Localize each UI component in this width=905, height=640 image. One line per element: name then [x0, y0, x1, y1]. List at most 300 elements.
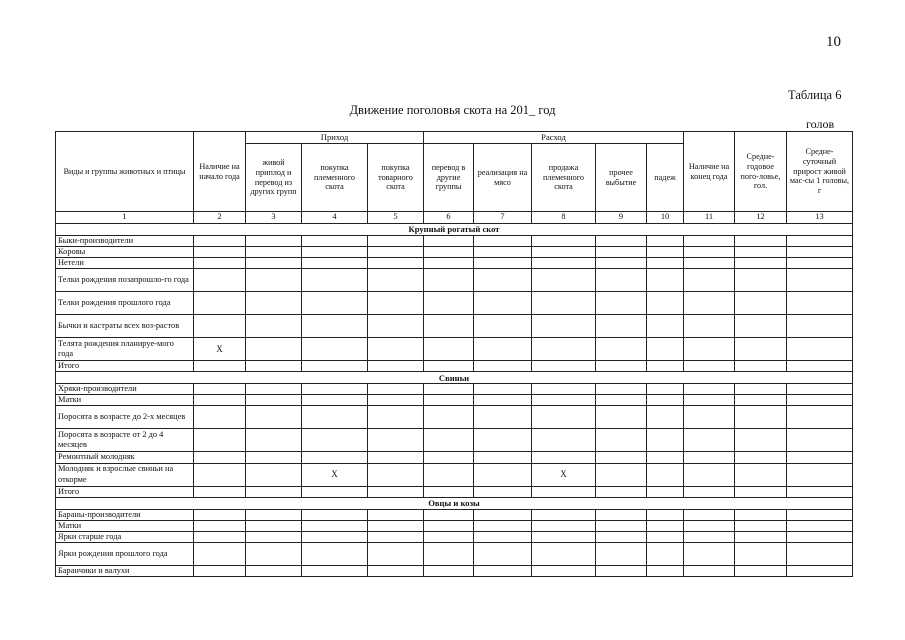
- table-cell: [532, 258, 596, 269]
- table-cell: [532, 429, 596, 452]
- table-cell: [787, 542, 853, 565]
- table-cell: [474, 531, 532, 542]
- table-cell: [647, 452, 684, 463]
- table-row: [56, 452, 853, 463]
- table-row: [56, 406, 853, 429]
- header-expense-meat-sale: реализация на мясо: [474, 144, 532, 212]
- table-cell: [424, 269, 474, 292]
- table-cell: [532, 384, 596, 395]
- column-number: 8: [532, 212, 596, 224]
- header-income-breeding-purchase: покупка племенного скота: [302, 144, 368, 212]
- table-cell: [532, 520, 596, 531]
- table-cell: [684, 520, 735, 531]
- table-cell: [596, 565, 647, 576]
- table-cell: [424, 429, 474, 452]
- table-cell: [787, 565, 853, 576]
- table-cell: [532, 247, 596, 258]
- table-row: [56, 463, 853, 486]
- table-cell: [735, 463, 787, 486]
- row-label: Телки рождения прошлого года: [56, 292, 194, 315]
- table-cell: [246, 565, 302, 576]
- column-number: 12: [735, 212, 787, 224]
- table-cell: [787, 509, 853, 520]
- row-label: Итого: [56, 361, 194, 372]
- table-cell: [787, 269, 853, 292]
- table-cell: [302, 236, 368, 247]
- table-cell: [474, 463, 532, 486]
- table-cell: [474, 292, 532, 315]
- table-cell: [532, 338, 596, 361]
- header-expense-deaths: падеж: [647, 144, 684, 212]
- table-cell: [302, 247, 368, 258]
- table-cell: [684, 406, 735, 429]
- table-cell: [735, 395, 787, 406]
- table-cell: [684, 384, 735, 395]
- row-label: Поросята в возрасте от 2 до 4 месяцев: [56, 429, 194, 452]
- table-cell: [194, 509, 246, 520]
- table-cell: [735, 258, 787, 269]
- table-cell: [302, 269, 368, 292]
- table-cell: [474, 542, 532, 565]
- table-cell: [596, 236, 647, 247]
- table-cell: [647, 292, 684, 315]
- table-cell: [596, 384, 647, 395]
- table-cell: [596, 292, 647, 315]
- table-cell: [787, 236, 853, 247]
- table-cell: [684, 338, 735, 361]
- row-label: Телята рождения планируе-мого года: [56, 338, 194, 361]
- table-cell: [368, 361, 424, 372]
- table-cell: [684, 542, 735, 565]
- table-row: [56, 429, 853, 452]
- table-cell: [787, 452, 853, 463]
- table-cell: [194, 520, 246, 531]
- table-cell: [647, 429, 684, 452]
- table-cell: [735, 542, 787, 565]
- table-cell: [474, 406, 532, 429]
- header-expense-breeding-sale: продажа племенного скота: [532, 144, 596, 212]
- table-cell: [246, 384, 302, 395]
- section-header-row: [56, 372, 853, 384]
- table-cell: [194, 406, 246, 429]
- header-expense-group: Расход: [424, 132, 684, 144]
- column-number: 9: [596, 212, 647, 224]
- table-cell: [424, 338, 474, 361]
- table-cell: [302, 258, 368, 269]
- table-body: [56, 212, 853, 577]
- header-income-offspring: живой приплод и перевод из других групп: [246, 144, 302, 212]
- table-cell: [368, 258, 424, 269]
- table-cell: [787, 258, 853, 269]
- table-cell: [684, 361, 735, 372]
- table-cell: [302, 406, 368, 429]
- table-row: [56, 236, 853, 247]
- row-label: Ремонтный молодняк: [56, 452, 194, 463]
- table-cell: [735, 406, 787, 429]
- table-cell: [532, 542, 596, 565]
- row-label: Нетели: [56, 258, 194, 269]
- table-cell: [596, 520, 647, 531]
- row-label: Коровы: [56, 247, 194, 258]
- column-number: 6: [424, 212, 474, 224]
- header-end-count: Наличие на конец года: [684, 132, 735, 212]
- table-cell: [684, 236, 735, 247]
- table-cell: [302, 486, 368, 497]
- table-cell: [735, 486, 787, 497]
- row-label: Телки рождения позапрошло-го года: [56, 269, 194, 292]
- table-cell: [424, 509, 474, 520]
- table-cell: [368, 292, 424, 315]
- table-cell: [194, 384, 246, 395]
- table-cell: [787, 338, 853, 361]
- table-cell: [647, 236, 684, 247]
- table-cell: [194, 247, 246, 258]
- column-number: 2: [194, 212, 246, 224]
- column-number: 1: [56, 212, 194, 224]
- table-cell: [596, 486, 647, 497]
- table-cell: [194, 236, 246, 247]
- table-cell: [424, 247, 474, 258]
- section-title: Свиньи: [56, 372, 853, 384]
- column-number: 4: [302, 212, 368, 224]
- table-cell: [684, 269, 735, 292]
- unit-label: голов: [806, 117, 835, 131]
- table-cell: [368, 565, 424, 576]
- header-expense-transfer: перевод в другие группы: [424, 144, 474, 212]
- table-cell: [424, 361, 474, 372]
- table-cell: [194, 531, 246, 542]
- table-cell: [302, 565, 368, 576]
- table-cell: [532, 452, 596, 463]
- column-number: 5: [368, 212, 424, 224]
- table-cell: [368, 236, 424, 247]
- table-cell: [787, 429, 853, 452]
- x-mark: Х: [302, 463, 368, 486]
- table-cell: [647, 315, 684, 338]
- table-cell: [368, 429, 424, 452]
- table-cell: [532, 531, 596, 542]
- row-label: Бараны-производители: [56, 509, 194, 520]
- table-cell: [194, 486, 246, 497]
- table-cell: [735, 269, 787, 292]
- table-label: Таблица 6: [788, 88, 842, 102]
- table-cell: [532, 395, 596, 406]
- table-row: [56, 258, 853, 269]
- table-cell: [424, 565, 474, 576]
- table-row: [56, 486, 853, 497]
- table-cell: [647, 509, 684, 520]
- column-number: 10: [647, 212, 684, 224]
- table-cell: [474, 258, 532, 269]
- table-cell: [302, 384, 368, 395]
- table-cell: [532, 236, 596, 247]
- table-cell: [474, 429, 532, 452]
- table-cell: [424, 258, 474, 269]
- table-cell: [246, 269, 302, 292]
- table-cell: [424, 452, 474, 463]
- table-cell: [246, 463, 302, 486]
- table-cell: [424, 406, 474, 429]
- table-row: [56, 247, 853, 258]
- table-cell: [368, 463, 424, 486]
- table-cell: [424, 315, 474, 338]
- table-cell: [596, 463, 647, 486]
- table-cell: [787, 361, 853, 372]
- table-cell: [735, 509, 787, 520]
- table-cell: [735, 361, 787, 372]
- table-cell: [735, 452, 787, 463]
- table-cell: [302, 292, 368, 315]
- table-cell: [684, 463, 735, 486]
- table-cell: [596, 406, 647, 429]
- table-cell: [302, 452, 368, 463]
- table-cell: [368, 315, 424, 338]
- table-cell: [368, 395, 424, 406]
- table-row: [56, 565, 853, 576]
- table-cell: [424, 292, 474, 315]
- table-cell: [532, 486, 596, 497]
- table-cell: [194, 361, 246, 372]
- table-cell: [684, 315, 735, 338]
- table-cell: [596, 531, 647, 542]
- table-cell: [424, 531, 474, 542]
- table-cell: [735, 384, 787, 395]
- header-income-commercial-purchase: покупка товарного скота: [368, 144, 424, 212]
- table-cell: [246, 338, 302, 361]
- header-expense-other: прочее выбытие: [596, 144, 647, 212]
- table-cell: [474, 565, 532, 576]
- table-cell: [684, 509, 735, 520]
- table-cell: [596, 315, 647, 338]
- table-cell: [302, 520, 368, 531]
- table-cell: [302, 531, 368, 542]
- table-cell: [474, 269, 532, 292]
- table-cell: [246, 258, 302, 269]
- table-row: [56, 520, 853, 531]
- table-cell: [368, 531, 424, 542]
- table-cell: [474, 452, 532, 463]
- table-cell: [787, 531, 853, 542]
- table-cell: [684, 452, 735, 463]
- row-label: Ярки рождения прошлого года: [56, 542, 194, 565]
- table-cell: [194, 565, 246, 576]
- row-label: Матки: [56, 520, 194, 531]
- row-label: Итого: [56, 486, 194, 497]
- table-cell: [474, 520, 532, 531]
- table-cell: [424, 463, 474, 486]
- x-mark: Х: [532, 463, 596, 486]
- table-cell: [368, 486, 424, 497]
- table-cell: [474, 247, 532, 258]
- table-cell: [532, 292, 596, 315]
- table-cell: [368, 269, 424, 292]
- table-cell: [787, 463, 853, 486]
- table-cell: [647, 486, 684, 497]
- table-cell: [647, 361, 684, 372]
- page-number: 10: [826, 34, 841, 50]
- section-header-row: [56, 497, 853, 509]
- table-cell: [735, 429, 787, 452]
- table-cell: [368, 542, 424, 565]
- table-cell: [246, 247, 302, 258]
- section-title: Крупный рогатый скот: [56, 224, 853, 236]
- table-cell: [532, 269, 596, 292]
- column-number: 3: [246, 212, 302, 224]
- header-start-count: Наличие на начало года: [194, 132, 246, 212]
- table-cell: [735, 520, 787, 531]
- table-cell: [647, 520, 684, 531]
- table-cell: [684, 292, 735, 315]
- table-cell: [424, 542, 474, 565]
- row-label: Бычки и кастраты всех воз-растов: [56, 315, 194, 338]
- table-cell: [787, 315, 853, 338]
- header-daily-gain: Средне-суточный прирост живой мас-сы 1 головы, г: [787, 132, 853, 212]
- table-row: [56, 531, 853, 542]
- row-label: Ярки старше года: [56, 531, 194, 542]
- table-cell: [424, 384, 474, 395]
- table-cell: [787, 292, 853, 315]
- table-cell: [532, 361, 596, 372]
- table-cell: [302, 338, 368, 361]
- row-label: Быки-производители: [56, 236, 194, 247]
- table-cell: [474, 509, 532, 520]
- table-cell: [735, 338, 787, 361]
- table-header: [56, 132, 853, 212]
- table-cell: [246, 531, 302, 542]
- row-label: Матки: [56, 395, 194, 406]
- table-cell: [368, 384, 424, 395]
- table-cell: [302, 429, 368, 452]
- section-title: Овцы и козы: [56, 497, 853, 509]
- table-cell: [474, 338, 532, 361]
- table-cell: [302, 361, 368, 372]
- table-cell: [647, 542, 684, 565]
- table-cell: [246, 520, 302, 531]
- table-cell: [684, 247, 735, 258]
- row-label: Хряки-производители: [56, 384, 194, 395]
- table-cell: [787, 406, 853, 429]
- table-cell: [194, 292, 246, 315]
- table-row: [56, 384, 853, 395]
- table-row: [56, 509, 853, 520]
- column-number: 7: [474, 212, 532, 224]
- table-cell: [647, 463, 684, 486]
- table-title: Движение поголовья скота на 201_ год: [349, 103, 556, 117]
- table-row: [56, 315, 853, 338]
- column-number: 13: [787, 212, 853, 224]
- table-cell: [532, 315, 596, 338]
- table-cell: [474, 384, 532, 395]
- table-cell: [246, 395, 302, 406]
- table-cell: [787, 247, 853, 258]
- x-mark: Х: [194, 338, 246, 361]
- table-cell: [596, 361, 647, 372]
- table-cell: [647, 565, 684, 576]
- table-cell: [735, 315, 787, 338]
- table-cell: [787, 384, 853, 395]
- row-label: Молодняк и взрослые свиньи на откорме: [56, 463, 194, 486]
- table-cell: [532, 406, 596, 429]
- table-cell: [194, 429, 246, 452]
- table-cell: [684, 395, 735, 406]
- table-cell: [532, 565, 596, 576]
- table-cell: [194, 452, 246, 463]
- table-cell: [684, 258, 735, 269]
- table-cell: [596, 452, 647, 463]
- table-cell: [735, 531, 787, 542]
- table-cell: [246, 486, 302, 497]
- table-row: [56, 395, 853, 406]
- table-cell: [194, 315, 246, 338]
- column-number-row: [56, 212, 853, 224]
- table-cell: [787, 486, 853, 497]
- table-cell: [246, 292, 302, 315]
- table-cell: [368, 452, 424, 463]
- table-cell: [474, 395, 532, 406]
- table-cell: [647, 258, 684, 269]
- table-cell: [194, 269, 246, 292]
- table-cell: [194, 542, 246, 565]
- table-cell: [596, 542, 647, 565]
- table-cell: [684, 531, 735, 542]
- table-cell: [368, 520, 424, 531]
- table-cell: [194, 463, 246, 486]
- table-cell: [596, 429, 647, 452]
- table-cell: [302, 509, 368, 520]
- table-cell: [596, 509, 647, 520]
- table-cell: [735, 247, 787, 258]
- table-cell: [787, 520, 853, 531]
- table-cell: [735, 292, 787, 315]
- table-row: [56, 338, 853, 361]
- table-row: [56, 269, 853, 292]
- table-cell: [424, 395, 474, 406]
- header-average-count: Средне-годовое пого-ловье, гол.: [735, 132, 787, 212]
- header-income-group: Приход: [246, 132, 424, 144]
- table-cell: [684, 429, 735, 452]
- table-cell: [647, 338, 684, 361]
- table-cell: [787, 395, 853, 406]
- table-cell: [684, 486, 735, 497]
- table-cell: [302, 315, 368, 338]
- table-cell: [246, 429, 302, 452]
- table-cell: [684, 565, 735, 576]
- table-cell: [647, 384, 684, 395]
- table-row: [56, 361, 853, 372]
- table-cell: [647, 531, 684, 542]
- table-cell: [596, 258, 647, 269]
- table-cell: [194, 258, 246, 269]
- table-cell: [735, 236, 787, 247]
- table-cell: [246, 236, 302, 247]
- table-cell: [424, 486, 474, 497]
- column-number: 11: [684, 212, 735, 224]
- table-row: [56, 292, 853, 315]
- section-header-row: [56, 224, 853, 236]
- row-label: Баранчики и валухи: [56, 565, 194, 576]
- header-animal-groups: Виды и группы животных и птицы: [56, 132, 194, 212]
- table-cell: [246, 361, 302, 372]
- table-cell: [246, 315, 302, 338]
- table-cell: [368, 406, 424, 429]
- table-cell: [596, 395, 647, 406]
- table-cell: [302, 395, 368, 406]
- table-cell: [474, 315, 532, 338]
- table-cell: [368, 509, 424, 520]
- table-cell: [302, 542, 368, 565]
- table-cell: [474, 361, 532, 372]
- table-row: [56, 542, 853, 565]
